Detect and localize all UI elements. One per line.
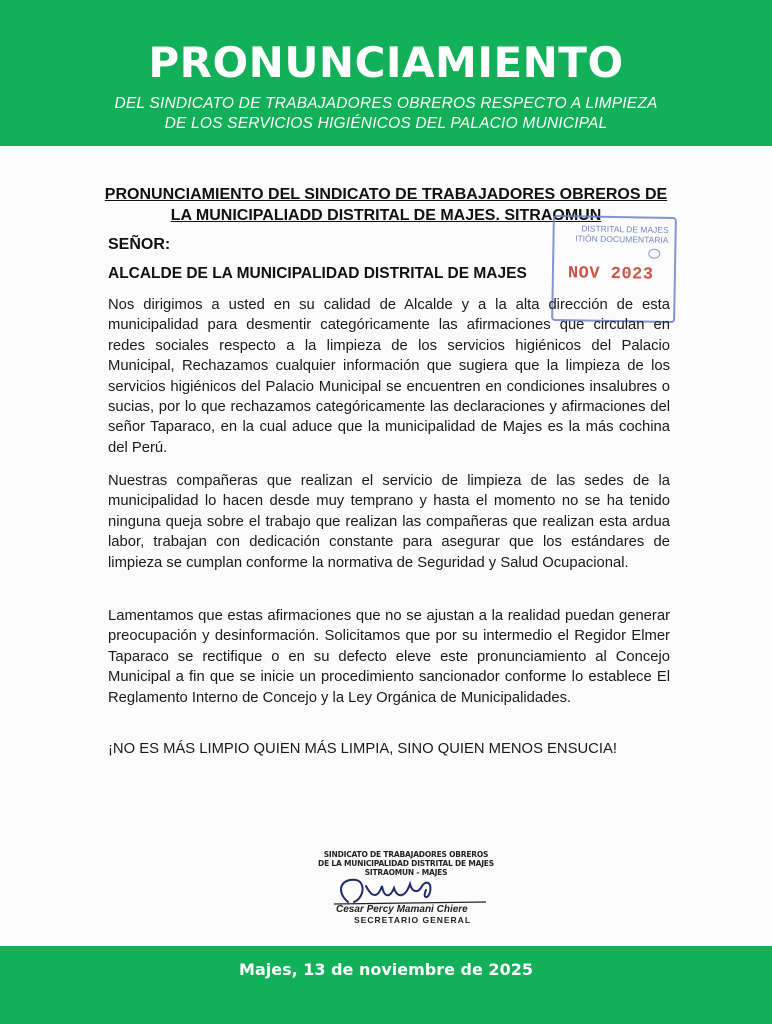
paragraph-2: Nuestras compañeras que realizan el servicio de limpieza de las sedes de la municipalidad lo hacen desde muy temprano y hasta el momento no se ha tenido ninguna queja sobre el trabajo que realizan las compañeras que realizan esta ardua labor, trabajan con dedicación constante para asegurar que los estándares de limpieza se cumplan conforme la normativa de Seguridad y Salud Ocupacional. [108,473,670,571]
signature-org-line-3: SITRAOMUN - MAJES [364,868,448,877]
header-subtitle-line-2: DE LOS SERVICIOS HIGIÉNICOS DEL PALACIO MUNICIPAL [164,115,608,132]
stamp-date: NOV 2023 [567,264,654,285]
header-title: PRONUNCIAMIENTO [148,38,624,87]
footer-banner [0,946,772,1024]
header-banner [0,0,772,146]
salutation: SEÑOR: [108,236,171,253]
slogan: ¡NO ES MÁS LIMPIO QUIEN MÁS LIMPIA, SINO QUIEN MENOS ENSUCIA! [108,741,617,757]
stamp-line-1: DISTRITAL DE MAJES [581,223,669,235]
signer-name: Cesar Percy Mamani Chiere [336,904,468,915]
addressee: ALCALDE DE LA MUNICIPALIDAD DISTRITAL DE MAJES [108,265,527,282]
paragraph-3: Lamentamos que estas afirmaciones que no se ajustan a la realidad puedan generar preocupación y desinformación. Solicitamos que por su intermedio el Regidor Elmer Taparaco se rectifique o en su defecto eleve este pronunciamiento al Concejo Municipal a fin que se inicie un procedimiento sancionador conforme lo establece El Reglamento Interno de Concejo y la Ley Orgánica de Municipalidades. [108,608,670,706]
header-subtitle-line-1: DEL SINDICATO DE TRABAJADORES OBREROS RESPECTO A LIMPIEZA [114,95,658,112]
footer-date: Majes, 13 de noviembre de 2025 [239,960,533,979]
document-title-line-2: LA MUNICIPALIADD DISTRITAL DE MAJES. SITRAOMUN [170,207,602,224]
signature-org-line-2: DE LA MUNICIPALIDAD DISTRITAL DE MAJES [318,859,494,868]
stamp-circle-icon [648,249,660,259]
document-title-line-1: PRONUNCIAMIENTO DEL SINDICATO DE TRABAJADORES OBREROS DE [104,186,668,203]
header-subtitle [0,94,772,134]
signature-stroke-main [341,880,430,902]
signature-org-line-1: SINDICATO DE TRABAJADORES OBREROS [323,850,489,859]
signer-role: SECRETARIO GENERAL [354,915,472,925]
paragraph-1: Nos dirigimos a usted en su calidad de Alcalde y a la alta dirección de esta municipalidad para desmentir categóricamente las afirmaciones que circulan en redes sociales respecto a la limpieza de los servicios higiénicos del Palacio Municipal, Rechazamos cualquier información que sugiera que la limpieza de los servicios higiénicos del Palacio Municipal se encuentren en condiciones insalubres o sucias, por lo que rechazamos categóricamente las declaraciones y afirmaciones del señor Taparaco, en la cual aduce que la municipalidad de Majes es la más cochina del Perú. [108,297,670,456]
stamp-line-2: ITIÓN DOCUMENTARIA [575,233,669,245]
